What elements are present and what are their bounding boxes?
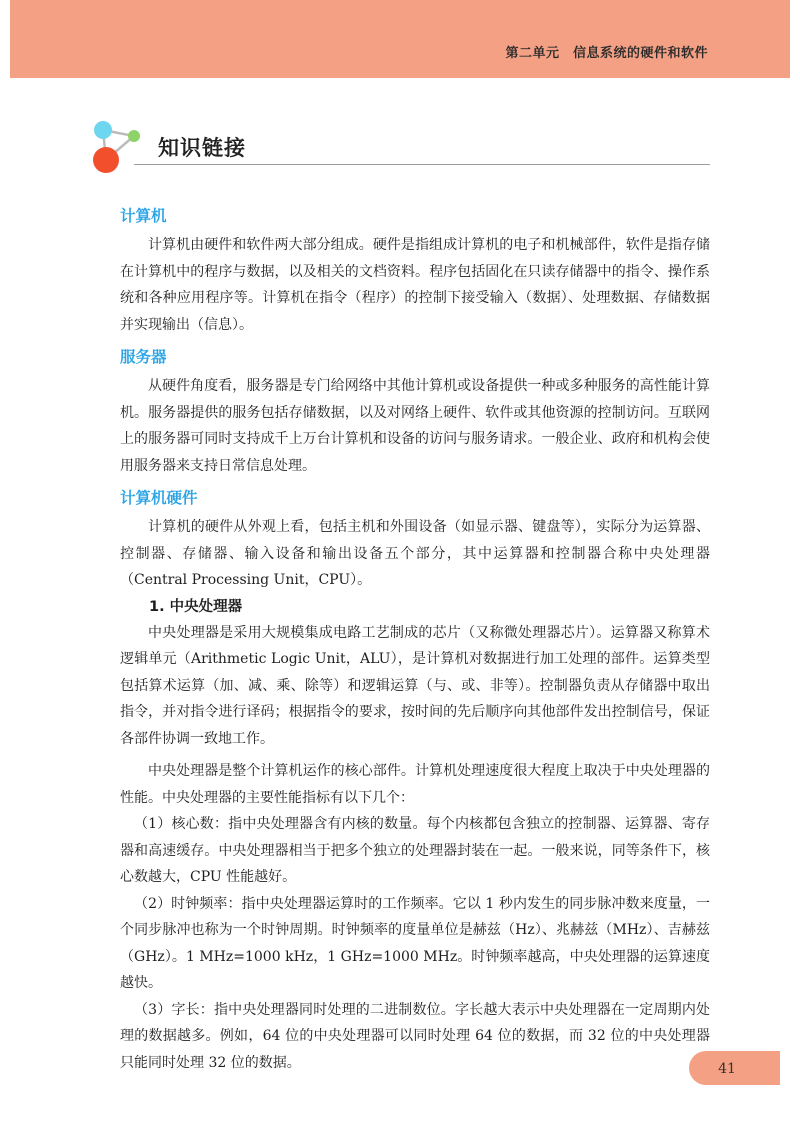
heading-computer: 计算机 [120, 207, 167, 225]
list-item-clock-frequency: （2）时钟频率：指中央处理器运算时的工作频率。它以 1 秒内发生的同步脉冲数来度量，一个同步脉冲也称为一个时钟周期。时钟频率的度量单位是赫兹（Hz）、兆赫兹（MHz）、吉赫兹（GHz）。1 MHz=1000 kHz，1 GHz=1000 MHz。时钟频率越高，中央处理器的运算速度越快。 [120, 895, 710, 991]
page-number: 41 [718, 1061, 736, 1077]
list-item-word-length: （3）字长：指中央处理器同时处理的二进制数位。字长越大表示中央处理器在一定周期内处理的数据越多。例如，64 位的中央处理器可以同时处理 64 位的数据，而 32 位的中央处理器只能同时处理 32 位的数据。 [120, 1001, 710, 1071]
paragraph-server: 从硬件角度看，服务器是专门给网络中其他计算机或设备提供一种或多种服务的高性能计算机。服务器提供的服务包括存储数据，以及对网络上硬件、软件或其他资源的控制访问。互联网上的服务器可同时支持成千上万台计算机和设备的访问与服务请求。一般企业、政府和机构会使用服务器来支持日常信息处理。 [120, 378, 710, 474]
section-divider [134, 164, 710, 165]
unit-title: 第二单元 信息系统的硬件和软件 [505, 46, 708, 61]
heading-server: 服务器 [120, 348, 167, 366]
heading-hardware: 计算机硬件 [120, 489, 198, 507]
list-item-core-count: （1）核心数：指中央处理器含有内核的数量。每个内核都包含独立的控制器、运算器、寄存器和高速缓存。中央处理器相当于把多个独立的处理器封装在一起。一般来说，同等条件下，核心数越大，CPU 性能越好。 [120, 816, 710, 885]
paragraph-cpu-performance: 中央处理器是整个计算机运作的核心部件。计算机处理速度很大程度上取决于中央处理器的性能。中央处理器的主要性能指标有以下几个： [120, 763, 710, 806]
header-band [10, 0, 790, 78]
heading-cpu: 1. 中央处理器 [149, 598, 243, 615]
paragraph-cpu-definition: 中央处理器是采用大规模集成电路工艺制成的芯片（又称微处理器芯片）。运算器又称算术逻辑单元（Arithmetic Logic Unit，ALU），是计算机对数据进行加工处理的部件。运算类型包括算术运算（加、减、乘、除等）和逻辑运算（与、或、非等）。控制器负责从存储器中取出指令，并对指令进行译码；根据指令的要求，按时间的先后顺序向其他部件发出控制信号，保证各部件协调一致地工作。 [120, 624, 710, 747]
section-title: 知识链接 [158, 136, 246, 160]
paragraph-hardware: 计算机的硬件从外观上看，包括主机和外围设备（如显示器、键盘等），实际分为运算器、控制器、存储器、输入设备和输出设备五个部分，其中运算器和控制器合称中央处理器（Central Processing Unit，CPU）。 [120, 519, 710, 588]
molecule-icon [90, 120, 154, 174]
paragraph-computer: 计算机由硬件和软件两大部分组成。硬件是指组成计算机的电子和机械部件，软件是指存储在计算机中的程序与数据，以及相关的文档资料。程序包括固化在只读存储器中的指令、操作系统和各种应用程序等。计算机在指令（程序）的控制下接受输入（数据）、处理数据、存储数据并实现输出（信息）。 [120, 237, 710, 333]
main-content [120, 203, 710, 1076]
section-header [90, 120, 710, 172]
